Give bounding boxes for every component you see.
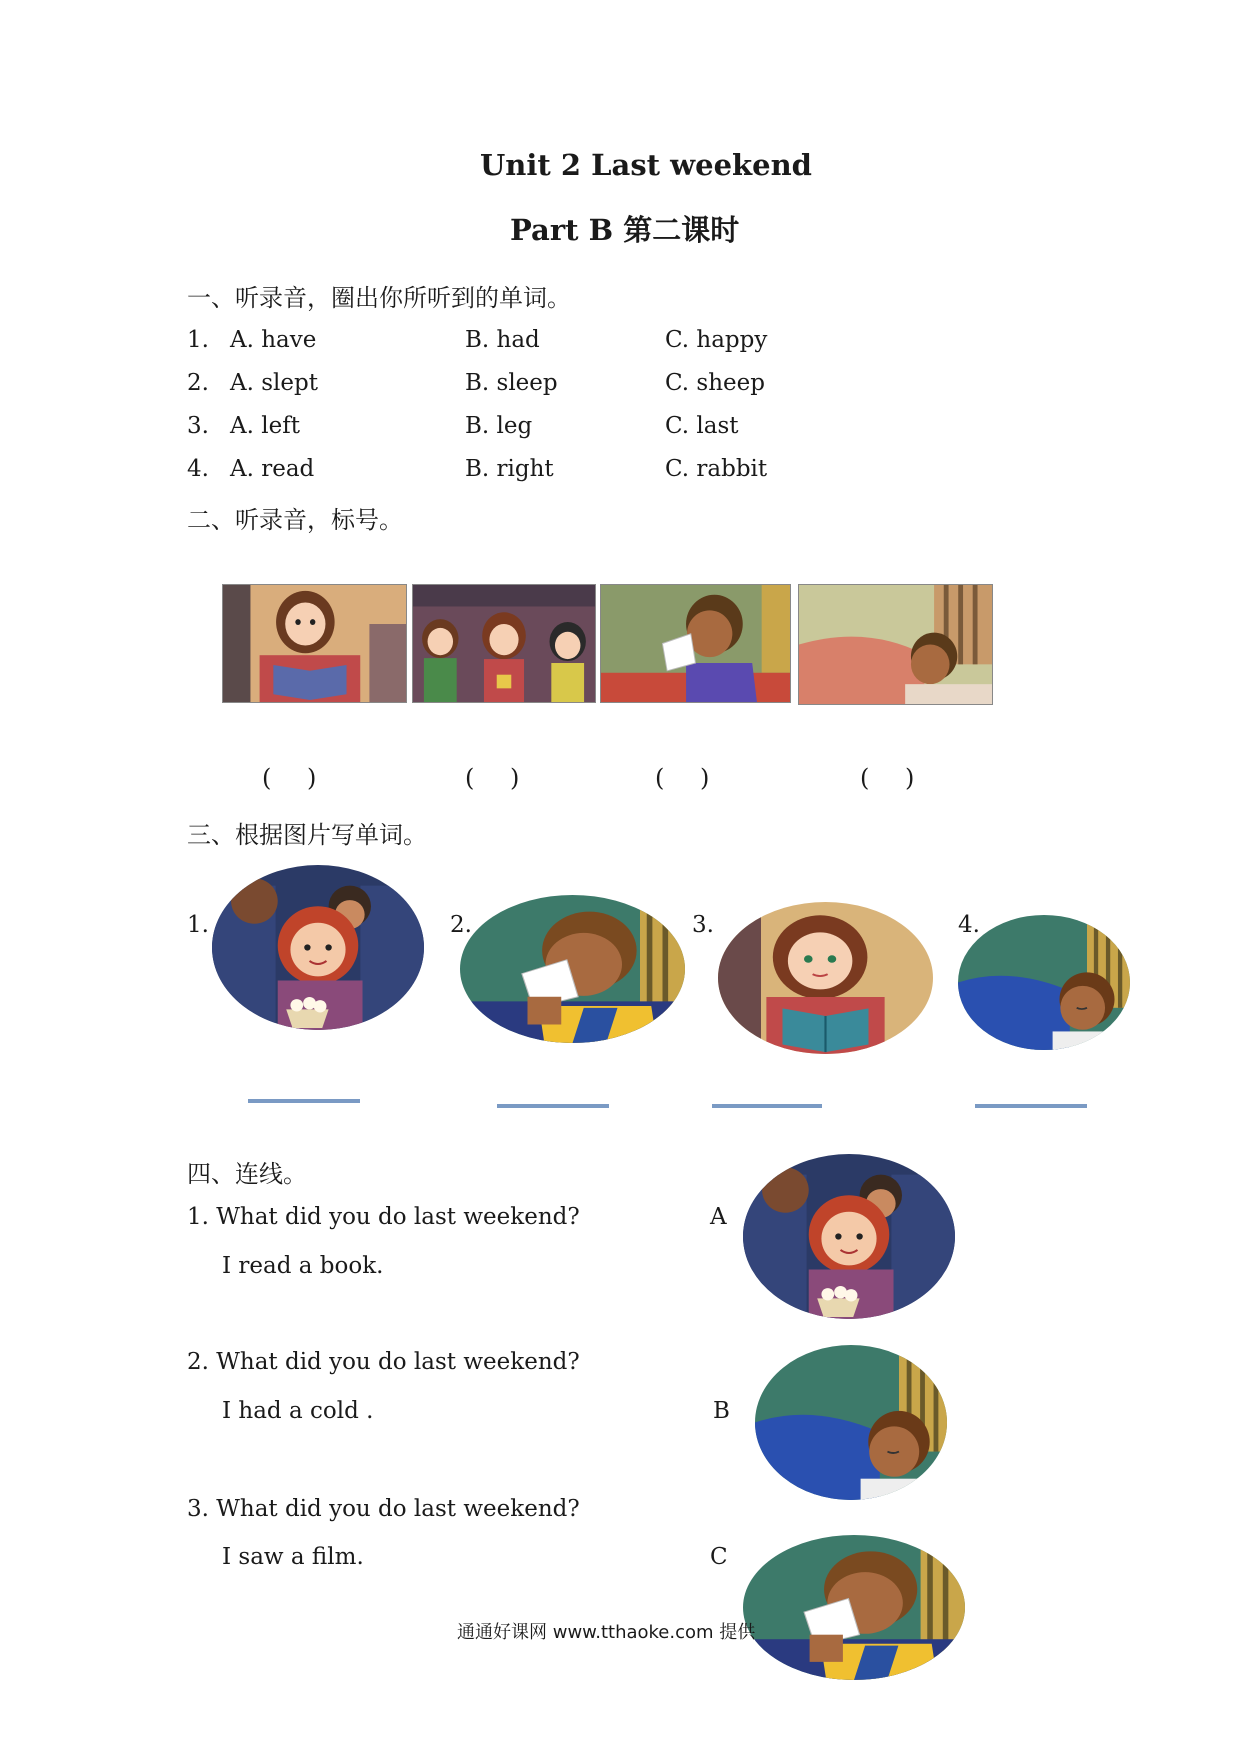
s4-question-1: 1. What did you do last weekend? [187, 1204, 580, 1230]
s1-row1-option-a: A. have [230, 327, 317, 353]
footer-credit: 通通好课网 www.tthaoke.com 提供 [457, 1622, 756, 1643]
s4-letter-a: A [710, 1204, 727, 1230]
answer-bracket-3[interactable]: ( ) [655, 764, 724, 792]
s3-label-1: 1. [187, 912, 209, 938]
s1-row4-option-c: C. rabbit [665, 456, 768, 482]
picture-sleeping [798, 584, 993, 705]
section1-heading: 一、听录音，圈出你所听到的单词。 [187, 284, 571, 312]
s1-row2-option-a: A. slept [230, 370, 318, 396]
oval-picture-film [212, 865, 424, 1030]
s4-letter-c: C [710, 1544, 728, 1570]
section3-heading: 三、根据图片写单词。 [187, 821, 427, 849]
s4-answer-3: I saw a film. [222, 1544, 364, 1570]
s1-row3-option-a: A. left [230, 413, 300, 439]
word-blank-1[interactable] [248, 1099, 360, 1103]
s1-row2-option-b: B. sleep [465, 370, 558, 396]
page-title: Unit 2 Last weekend [480, 148, 812, 182]
picture-watching-film [412, 584, 596, 703]
picture-having-cold [600, 584, 791, 703]
oval-picture-sleeping [958, 915, 1130, 1050]
answer-bracket-1[interactable]: ( ) [262, 764, 331, 792]
s3-label-2: 2. [450, 912, 472, 938]
s1-row1-option-b: B. had [465, 327, 540, 353]
s4-letter-b: B [713, 1398, 730, 1424]
s4-answer-1: I read a book. [222, 1253, 384, 1279]
s3-label-3: 3. [692, 912, 714, 938]
match-picture-b-sleeping[interactable] [755, 1345, 947, 1500]
answer-bracket-4[interactable]: ( ) [860, 764, 929, 792]
match-picture-c-cold[interactable] [743, 1535, 965, 1680]
s1-row4-option-b: B. right [465, 456, 554, 482]
match-picture-a-film[interactable] [743, 1154, 955, 1319]
answer-bracket-2[interactable]: ( ) [465, 764, 534, 792]
section4-heading: 四、连线。 [187, 1160, 307, 1188]
section2-heading: 二、听录音，标号。 [187, 506, 403, 534]
s1-row4-num: 4. [187, 456, 209, 482]
picture-reading-book [222, 584, 407, 703]
s4-question-3: 3. What did you do last weekend? [187, 1496, 580, 1522]
s1-row1-num: 1. [187, 327, 209, 353]
s4-question-2: 2. What did you do last weekend? [187, 1349, 580, 1375]
s1-row4-option-a: A. read [230, 456, 315, 482]
s1-row3-option-b: B. leg [465, 413, 533, 439]
s3-label-4: 4. [958, 912, 980, 938]
s1-row3-option-c: C. last [665, 413, 739, 439]
oval-picture-reading [718, 902, 933, 1054]
s4-answer-2: I had a cold . [222, 1398, 374, 1424]
word-blank-2[interactable] [497, 1104, 609, 1108]
word-blank-3[interactable] [712, 1104, 822, 1108]
s1-row3-num: 3. [187, 413, 209, 439]
page-subtitle: Part B 第二课时 [510, 213, 740, 247]
word-blank-4[interactable] [975, 1104, 1087, 1108]
s1-row1-option-c: C. happy [665, 327, 768, 353]
oval-picture-cold [460, 895, 685, 1043]
s1-row2-option-c: C. sheep [665, 370, 765, 396]
s1-row2-num: 2. [187, 370, 209, 396]
